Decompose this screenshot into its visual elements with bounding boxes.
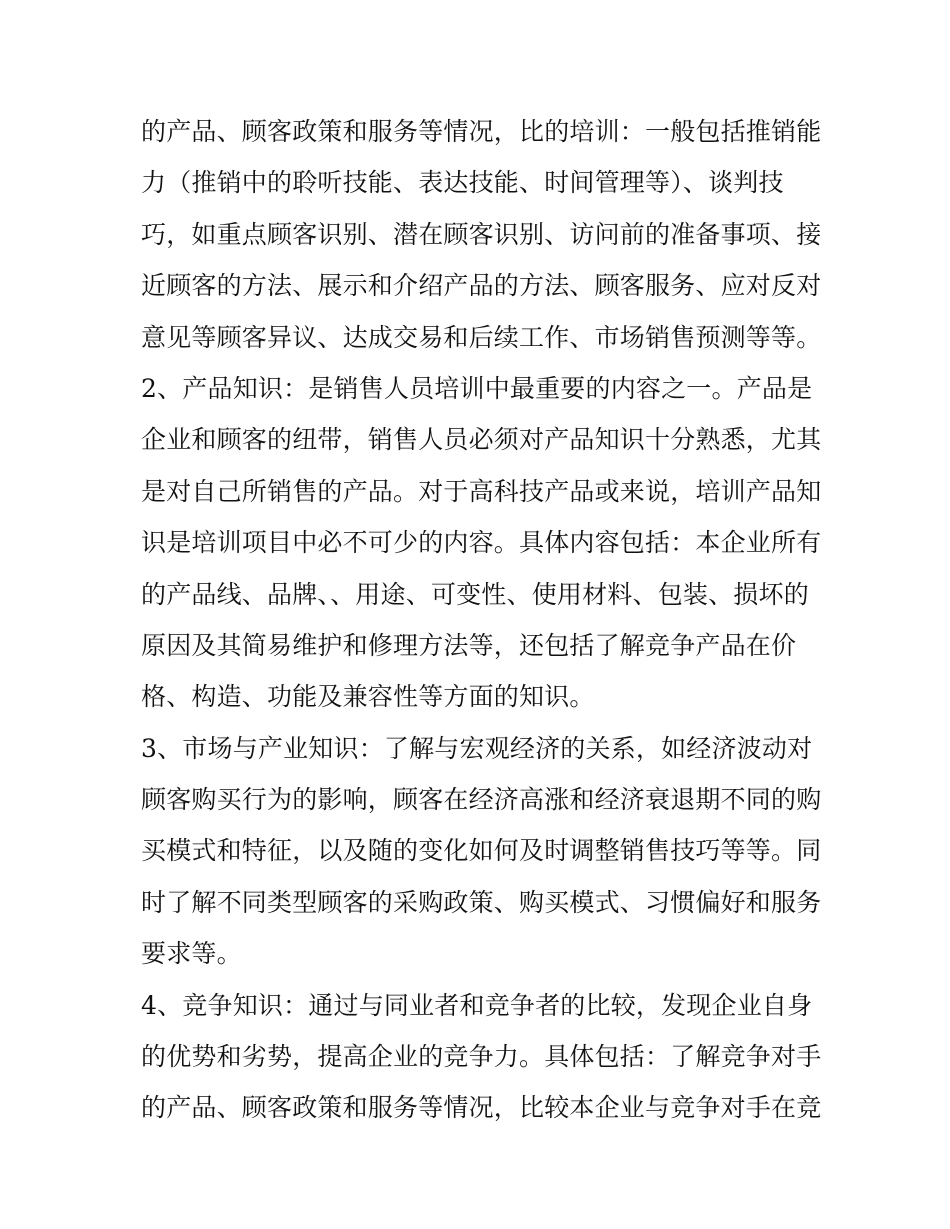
text-line: 的优势和劣势，提高企业的竞争力。具体包括：了解竞争对手 (141, 1042, 822, 1072)
text-line: 的产品、顾客政策和服务等情况，比的培训：一般包括推销能 (141, 117, 822, 146)
text-line: 的产品线、品牌、、用途、可变性、使用材料、包装、损坏的 (141, 579, 809, 609)
text-line: 顾客购买行为的影响，顾客在经济高涨和经济衰退期不同的购 (141, 785, 822, 815)
text-line: 4、竞争知识：通过与同业者和竞争者的比较，发现企业自身 (141, 990, 813, 1020)
document-body (141, 106, 821, 1134)
text-line: 力（推销中的聆听技能、表达技能、时间管理等）、谈判技 (141, 168, 784, 198)
text-line: 要求等。 (141, 939, 242, 969)
text-line: 的产品、顾客政策和服务等情况，比较本企业与竞争对手在竞 (141, 1093, 822, 1123)
text-line: 3、市场与产业知识：了解与宏观经济的关系，如经济波动对 (141, 733, 813, 763)
text-line: 意见等顾客异议、达成交易和后续工作、市场销售预测等等。 (141, 322, 822, 352)
text-line: 是对自己所销售的产品。对于高科技产品或来说，培训产品知 (141, 476, 822, 506)
text-line: 格、构造、功能及兼容性等方面的知识。 (141, 682, 595, 712)
text-line: 买模式和特征，以及随的变化如何及时调整销售技巧等等。同 (141, 836, 822, 866)
text-line: 时了解不同类型顾客的采购政策、购买模式、习惯偏好和服务 (141, 887, 822, 917)
text-line: 巧，如重点顾客识别、潜在顾客识别、访问前的准备事项、接 (141, 219, 822, 249)
text-line: 2、产品知识：是销售人员培训中最重要的内容之一。产品是 (141, 373, 813, 403)
text-line: 识是培训项目中必不可少的内容。具体内容包括：本企业所有 (141, 528, 822, 558)
text-line: 原因及其简易维护和修理方法等，还包括了解竞争产品在价 (141, 630, 797, 660)
text-line: 企业和顾客的纽带，销售人员必须对产品知识十分熟悉，尤其 (141, 425, 822, 455)
text-line: 近顾客的方法、展示和介绍产品的方法、顾客服务、应对反对 (141, 271, 822, 301)
